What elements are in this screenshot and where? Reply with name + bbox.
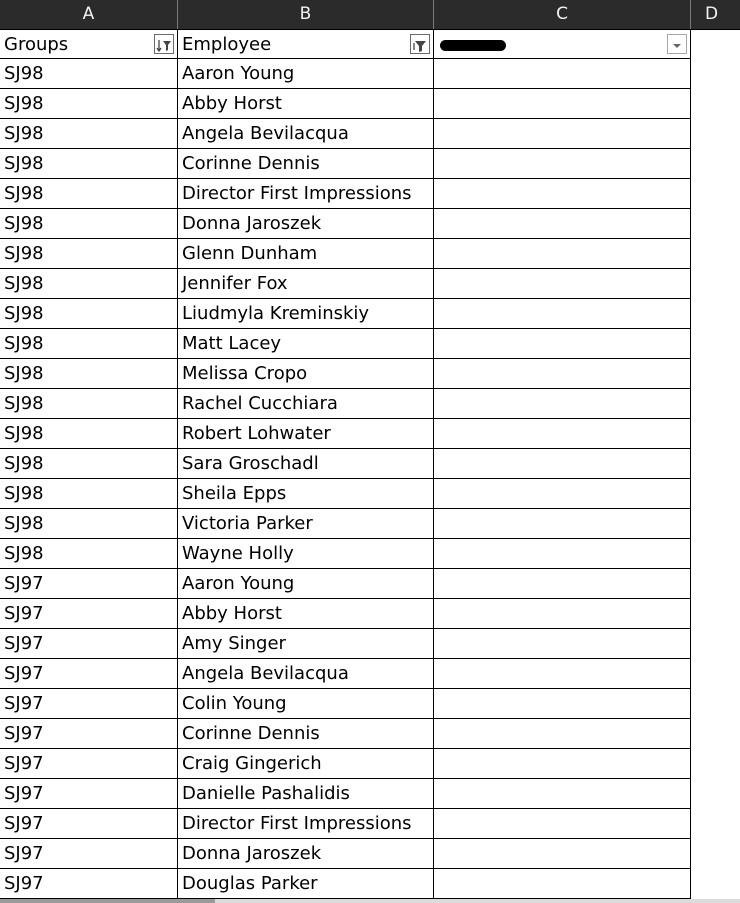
column-d-cell[interactable]: [691, 869, 740, 899]
table-row: [0, 269, 740, 299]
group-cell[interactable]: SJ98: [0, 539, 178, 569]
table-row: [0, 599, 740, 629]
column-d-cell[interactable]: [691, 539, 740, 569]
column-d-cell[interactable]: [691, 179, 740, 209]
table-row: [0, 239, 740, 269]
column-d-cell[interactable]: [691, 719, 740, 749]
column-header-bar: [0, 0, 740, 29]
employee-header-label: Employee: [182, 34, 272, 55]
group-cell[interactable]: SJ98: [0, 509, 178, 539]
funnel-glyph: [411, 37, 429, 55]
column-d-cell[interactable]: [691, 209, 740, 239]
employee-cell[interactable]: Sheila Epps: [178, 479, 434, 509]
column-d-cell[interactable]: [691, 89, 740, 119]
group-cell[interactable]: SJ98: [0, 269, 178, 299]
employee-cell[interactable]: Danielle Pashalidis: [178, 779, 434, 809]
employee-cell[interactable]: Sara Groschadl: [178, 449, 434, 479]
column-header-c[interactable]: C: [434, 0, 691, 29]
employee-cell[interactable]: Colin Young: [178, 689, 434, 719]
column-c-cell[interactable]: [434, 149, 691, 179]
group-cell[interactable]: SJ98: [0, 419, 178, 449]
column-c-cell[interactable]: [434, 809, 691, 839]
group-cell[interactable]: SJ98: [0, 329, 178, 359]
employee-cell[interactable]: Melissa Cropo: [178, 359, 434, 389]
column-d-cell[interactable]: [691, 269, 740, 299]
table-row: [0, 779, 740, 809]
column-c-cell[interactable]: [434, 839, 691, 869]
employee-cell[interactable]: Wayne Holly: [178, 539, 434, 569]
table-row: [0, 809, 740, 839]
table-row: [0, 689, 740, 719]
group-cell[interactable]: SJ98: [0, 449, 178, 479]
column-c-cell[interactable]: [434, 59, 691, 89]
column-c-cell[interactable]: [434, 779, 691, 809]
employee-cell[interactable]: Robert Lohwater: [178, 419, 434, 449]
table-row: [0, 59, 740, 89]
column-c-cell[interactable]: [434, 179, 691, 209]
group-cell[interactable]: SJ97: [0, 779, 178, 809]
table-row: [0, 629, 740, 659]
table-row: [0, 479, 740, 509]
column-d-cell[interactable]: [691, 509, 740, 539]
column-d-cell[interactable]: [691, 599, 740, 629]
funnel-filter-icon[interactable]: [410, 34, 430, 54]
column-c-cell[interactable]: [434, 389, 691, 419]
table-row: [0, 329, 740, 359]
employee-cell[interactable]: Donna Jaroszek: [178, 839, 434, 869]
group-cell[interactable]: SJ98: [0, 359, 178, 389]
employee-cell[interactable]: Corinne Dennis: [178, 149, 434, 179]
sort-filter-icon[interactable]: [154, 34, 174, 54]
employee-cell[interactable]: Aaron Young: [178, 569, 434, 599]
column-d-cell[interactable]: [691, 149, 740, 179]
column-d-cell[interactable]: [691, 59, 740, 89]
employee-cell[interactable]: Donna Jaroszek: [178, 209, 434, 239]
column-d-cell[interactable]: [691, 569, 740, 599]
column-c-cell[interactable]: [434, 419, 691, 449]
employee-cell[interactable]: Douglas Parker: [178, 869, 434, 899]
table-row: [0, 539, 740, 569]
group-cell[interactable]: SJ97: [0, 629, 178, 659]
group-cell[interactable]: SJ98: [0, 299, 178, 329]
column-d-header-cell[interactable]: [691, 29, 740, 59]
employee-cell[interactable]: Amy Singer: [178, 629, 434, 659]
column-d-cell[interactable]: [691, 299, 740, 329]
column-c-cell[interactable]: [434, 509, 691, 539]
group-cell[interactable]: SJ98: [0, 89, 178, 119]
column-c-cell[interactable]: [434, 299, 691, 329]
table-row: [0, 659, 740, 689]
table-row: [0, 149, 740, 179]
column-c-cell[interactable]: [434, 119, 691, 149]
column-c-cell[interactable]: [434, 599, 691, 629]
table-row: [0, 359, 740, 389]
column-c-cell[interactable]: [434, 269, 691, 299]
table-row: [0, 719, 740, 749]
group-cell[interactable]: SJ98: [0, 119, 178, 149]
table-row: [0, 89, 740, 119]
employee-header-cell[interactable]: [178, 29, 434, 59]
dropdown-glyph: [668, 37, 686, 55]
column-d-cell[interactable]: [691, 779, 740, 809]
column-d-cell[interactable]: [691, 749, 740, 779]
group-cell[interactable]: SJ97: [0, 659, 178, 689]
column-header-b[interactable]: B: [178, 0, 434, 29]
group-cell[interactable]: SJ98: [0, 149, 178, 179]
column-header-d[interactable]: D: [705, 4, 719, 24]
column-d-cell[interactable]: [691, 809, 740, 839]
employee-cell[interactable]: Liudmyla Kreminskiy: [178, 299, 434, 329]
table-row: [0, 299, 740, 329]
employee-cell[interactable]: Aaron Young: [178, 59, 434, 89]
column-d-cell[interactable]: [691, 659, 740, 689]
column-c-cell[interactable]: [434, 659, 691, 689]
groups-header-cell[interactable]: [0, 29, 178, 59]
employee-cell[interactable]: Rachel Cucchiara: [178, 389, 434, 419]
redacted-header-text: [440, 40, 506, 51]
column-c-cell[interactable]: [434, 449, 691, 479]
column-header-a[interactable]: A: [0, 0, 178, 29]
table-row: [0, 449, 740, 479]
column-d-cell[interactable]: [691, 839, 740, 869]
column-d-cell[interactable]: [691, 629, 740, 659]
employee-cell[interactable]: Corinne Dennis: [178, 719, 434, 749]
group-cell[interactable]: SJ98: [0, 479, 178, 509]
column-d-cell[interactable]: [691, 449, 740, 479]
column-c-cell[interactable]: [434, 209, 691, 239]
dropdown-arrow-icon[interactable]: [667, 34, 687, 54]
employee-cell[interactable]: Matt Lacey: [178, 329, 434, 359]
group-cell[interactable]: SJ97: [0, 719, 178, 749]
column-d-cell[interactable]: [691, 119, 740, 149]
column-c-cell[interactable]: [434, 869, 691, 899]
column-c-cell[interactable]: [434, 329, 691, 359]
column-c-cell[interactable]: [434, 569, 691, 599]
employee-cell[interactable]: Craig Gingerich: [178, 749, 434, 779]
group-cell[interactable]: SJ98: [0, 389, 178, 419]
employee-cell[interactable]: Director First Impressions: [178, 179, 434, 209]
group-cell[interactable]: SJ97: [0, 809, 178, 839]
column-c-cell[interactable]: [434, 719, 691, 749]
employee-cell[interactable]: Jennifer Fox: [178, 269, 434, 299]
table-row: [0, 509, 740, 539]
employee-cell[interactable]: Abby Horst: [178, 599, 434, 629]
group-cell[interactable]: SJ97: [0, 869, 178, 899]
column-c-cell[interactable]: [434, 359, 691, 389]
column-d-cell[interactable]: [691, 689, 740, 719]
group-cell[interactable]: SJ97: [0, 689, 178, 719]
cell-grid: [0, 29, 740, 899]
group-cell[interactable]: SJ98: [0, 239, 178, 269]
column-d-cell[interactable]: [691, 419, 740, 449]
group-cell[interactable]: SJ97: [0, 749, 178, 779]
column-c-header-cell[interactable]: [434, 29, 691, 59]
table-row: [0, 419, 740, 449]
employee-cell[interactable]: Angela Bevilacqua: [178, 119, 434, 149]
group-cell[interactable]: SJ97: [0, 569, 178, 599]
column-c-cell[interactable]: [434, 539, 691, 569]
column-c-cell[interactable]: [434, 749, 691, 779]
employee-cell[interactable]: Glenn Dunham: [178, 239, 434, 269]
group-cell[interactable]: SJ97: [0, 599, 178, 629]
sort-filter-glyph: [155, 37, 173, 55]
employee-cell[interactable]: Abby Horst: [178, 89, 434, 119]
table-row: [0, 119, 740, 149]
group-cell[interactable]: SJ98: [0, 59, 178, 89]
column-d-cell[interactable]: [691, 239, 740, 269]
horizontal-scrollbar-thumb[interactable]: [0, 899, 215, 903]
table-row: [0, 749, 740, 779]
table-row: [0, 389, 740, 419]
employee-cell[interactable]: Angela Bevilacqua: [178, 659, 434, 689]
column-c-cell[interactable]: [434, 689, 691, 719]
table-row: [0, 839, 740, 869]
groups-header-label: Groups: [4, 34, 69, 55]
column-c-cell[interactable]: [434, 89, 691, 119]
employee-cell[interactable]: Victoria Parker: [178, 509, 434, 539]
column-c-cell[interactable]: [434, 239, 691, 269]
employee-cell[interactable]: Director First Impressions: [178, 809, 434, 839]
group-cell[interactable]: SJ97: [0, 839, 178, 869]
table-header-row: [0, 29, 740, 59]
column-d-cell[interactable]: [691, 359, 740, 389]
column-d-cell[interactable]: [691, 329, 740, 359]
table-row: [0, 869, 740, 899]
column-d-cell[interactable]: [691, 479, 740, 509]
column-c-cell[interactable]: [434, 629, 691, 659]
group-cell[interactable]: SJ98: [0, 209, 178, 239]
column-d-cell[interactable]: [691, 389, 740, 419]
table-row: [0, 209, 740, 239]
column-c-cell[interactable]: [434, 479, 691, 509]
group-cell[interactable]: SJ98: [0, 179, 178, 209]
table-row: [0, 179, 740, 209]
table-row: [0, 569, 740, 599]
